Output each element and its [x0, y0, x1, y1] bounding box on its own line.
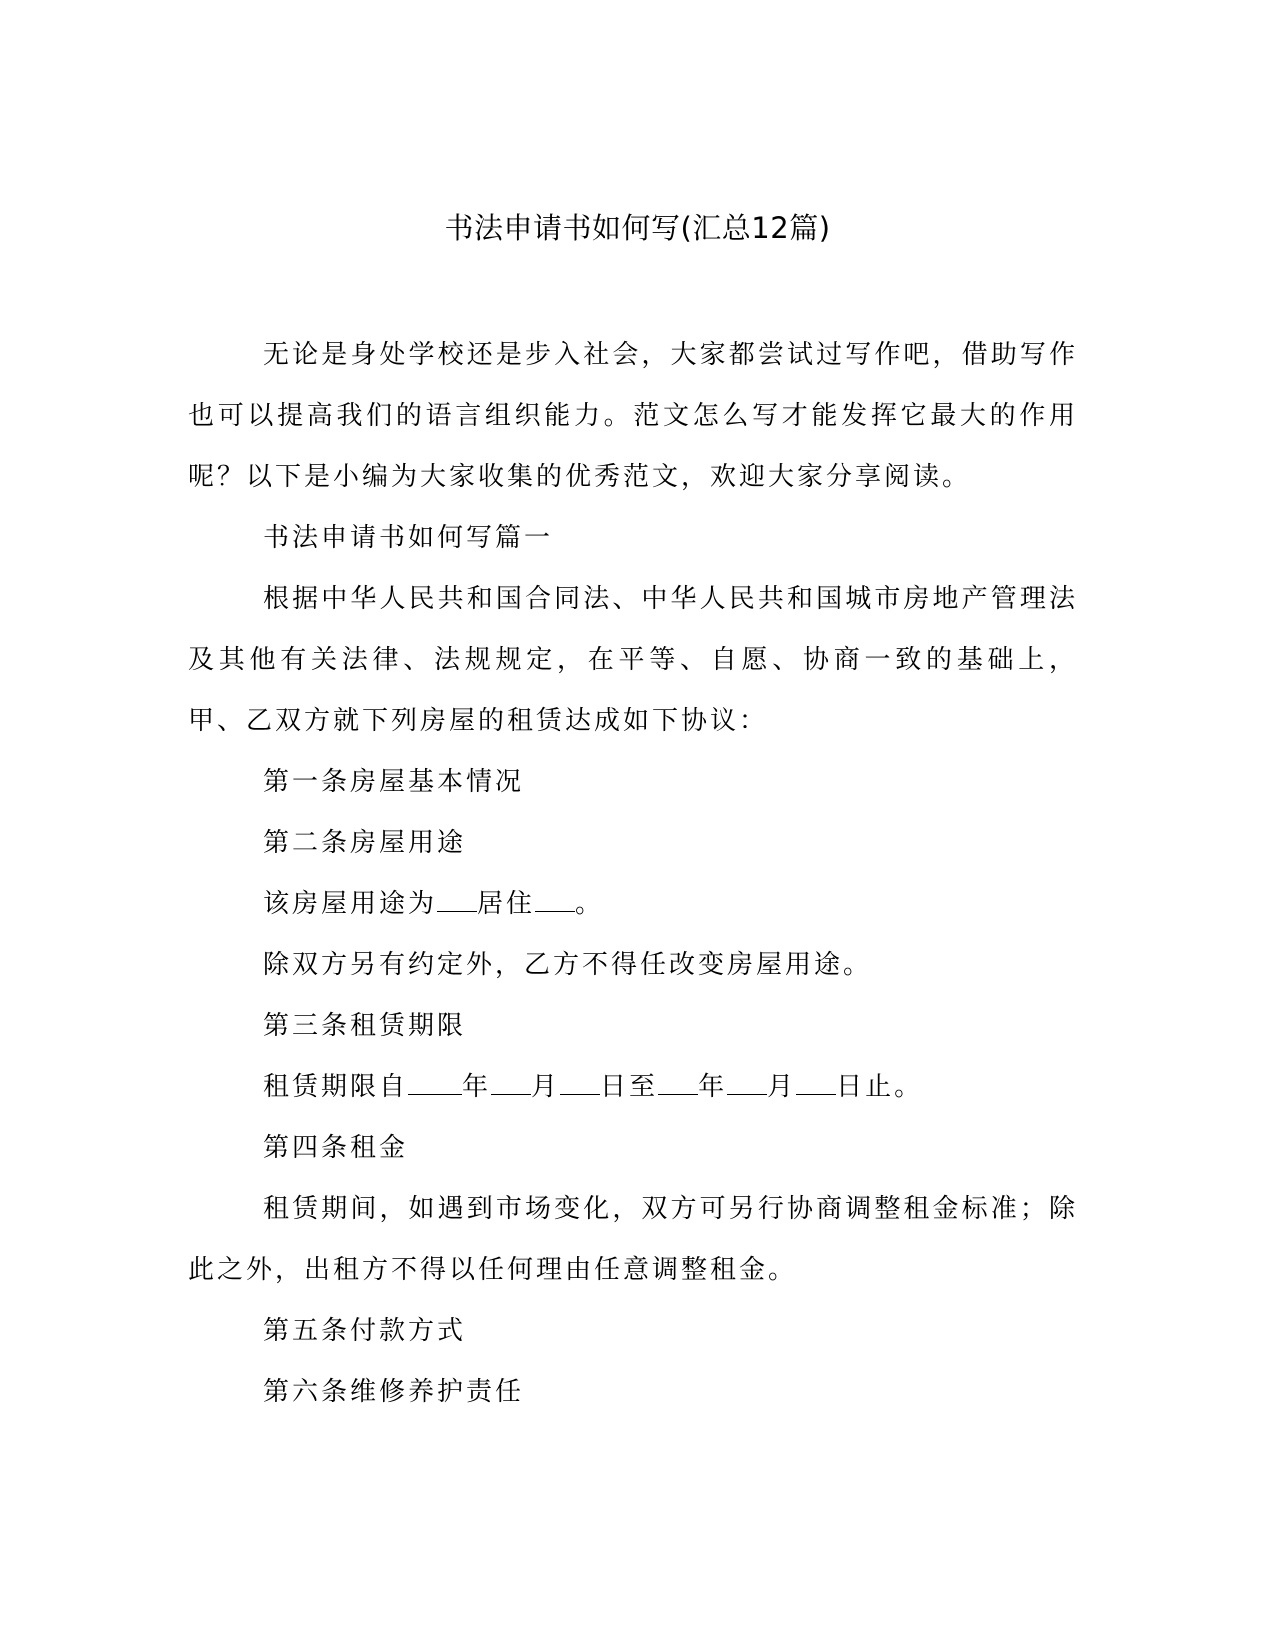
term-day-1: 日至	[600, 1072, 659, 1102]
intro-paragraph: 无论是身处学校还是步入社会，大家都尝试过写作吧，借助写作也可以提高我们的语言组织能力。范文怎么写才能发挥它最大的作用呢？以下是小编为大家收集的优秀范文，欢迎大家分享阅读。	[188, 340, 1078, 492]
term-prefix: 租赁期限自	[263, 1072, 409, 1102]
blank-underline	[727, 1072, 767, 1095]
usage-value: 居住	[477, 889, 536, 919]
usage-suffix: 。	[575, 889, 605, 919]
blank-underline	[437, 889, 477, 912]
term-month-1: 月	[531, 1072, 561, 1102]
term-line	[188, 1057, 1078, 1118]
document-title: 书法申请书如何写(汇总12篇)	[444, 211, 831, 245]
term-year-1: 年	[462, 1072, 492, 1102]
article-2-heading: 第二条房屋用途	[263, 828, 467, 858]
blank-underline	[796, 1072, 836, 1095]
document-body	[188, 325, 1078, 1423]
article-1-heading: 第一条房屋基本情况	[263, 767, 525, 797]
term-month-2: 月	[767, 1072, 797, 1102]
blank-underline	[535, 889, 575, 912]
blank-underline	[658, 1072, 698, 1095]
usage-note: 除双方另有约定外，乙方不得任改变房屋用途。	[263, 950, 873, 980]
article-3-heading: 第三条租赁期限	[263, 1011, 467, 1041]
preamble-paragraph: 根据中华人民共和国合同法、中华人民共和国城市房地产管理法及其他有关法律、法规规定，在平等、自愿、协商一致的基础上，甲、乙双方就下列房屋的租赁达成如下协议：	[188, 584, 1078, 736]
term-year-2: 年	[698, 1072, 728, 1102]
blank-underline	[491, 1072, 531, 1095]
article-6-heading: 第六条维修养护责任	[263, 1377, 525, 1407]
usage-line	[188, 874, 1078, 935]
article-5-heading: 第五条付款方式	[263, 1316, 467, 1346]
blank-underline	[560, 1072, 600, 1095]
article-4-heading: 第四条租金	[263, 1133, 409, 1163]
section-heading: 书法申请书如何写篇一	[263, 523, 554, 553]
usage-prefix: 该房屋用途为	[263, 889, 438, 919]
term-day-2: 日止。	[836, 1072, 924, 1102]
rent-paragraph: 租赁期间，如遇到市场变化，双方可另行协商调整租金标准；除此之外，出租方不得以任何理由任意调整租金。	[188, 1194, 1078, 1285]
blank-underline	[408, 1072, 462, 1095]
